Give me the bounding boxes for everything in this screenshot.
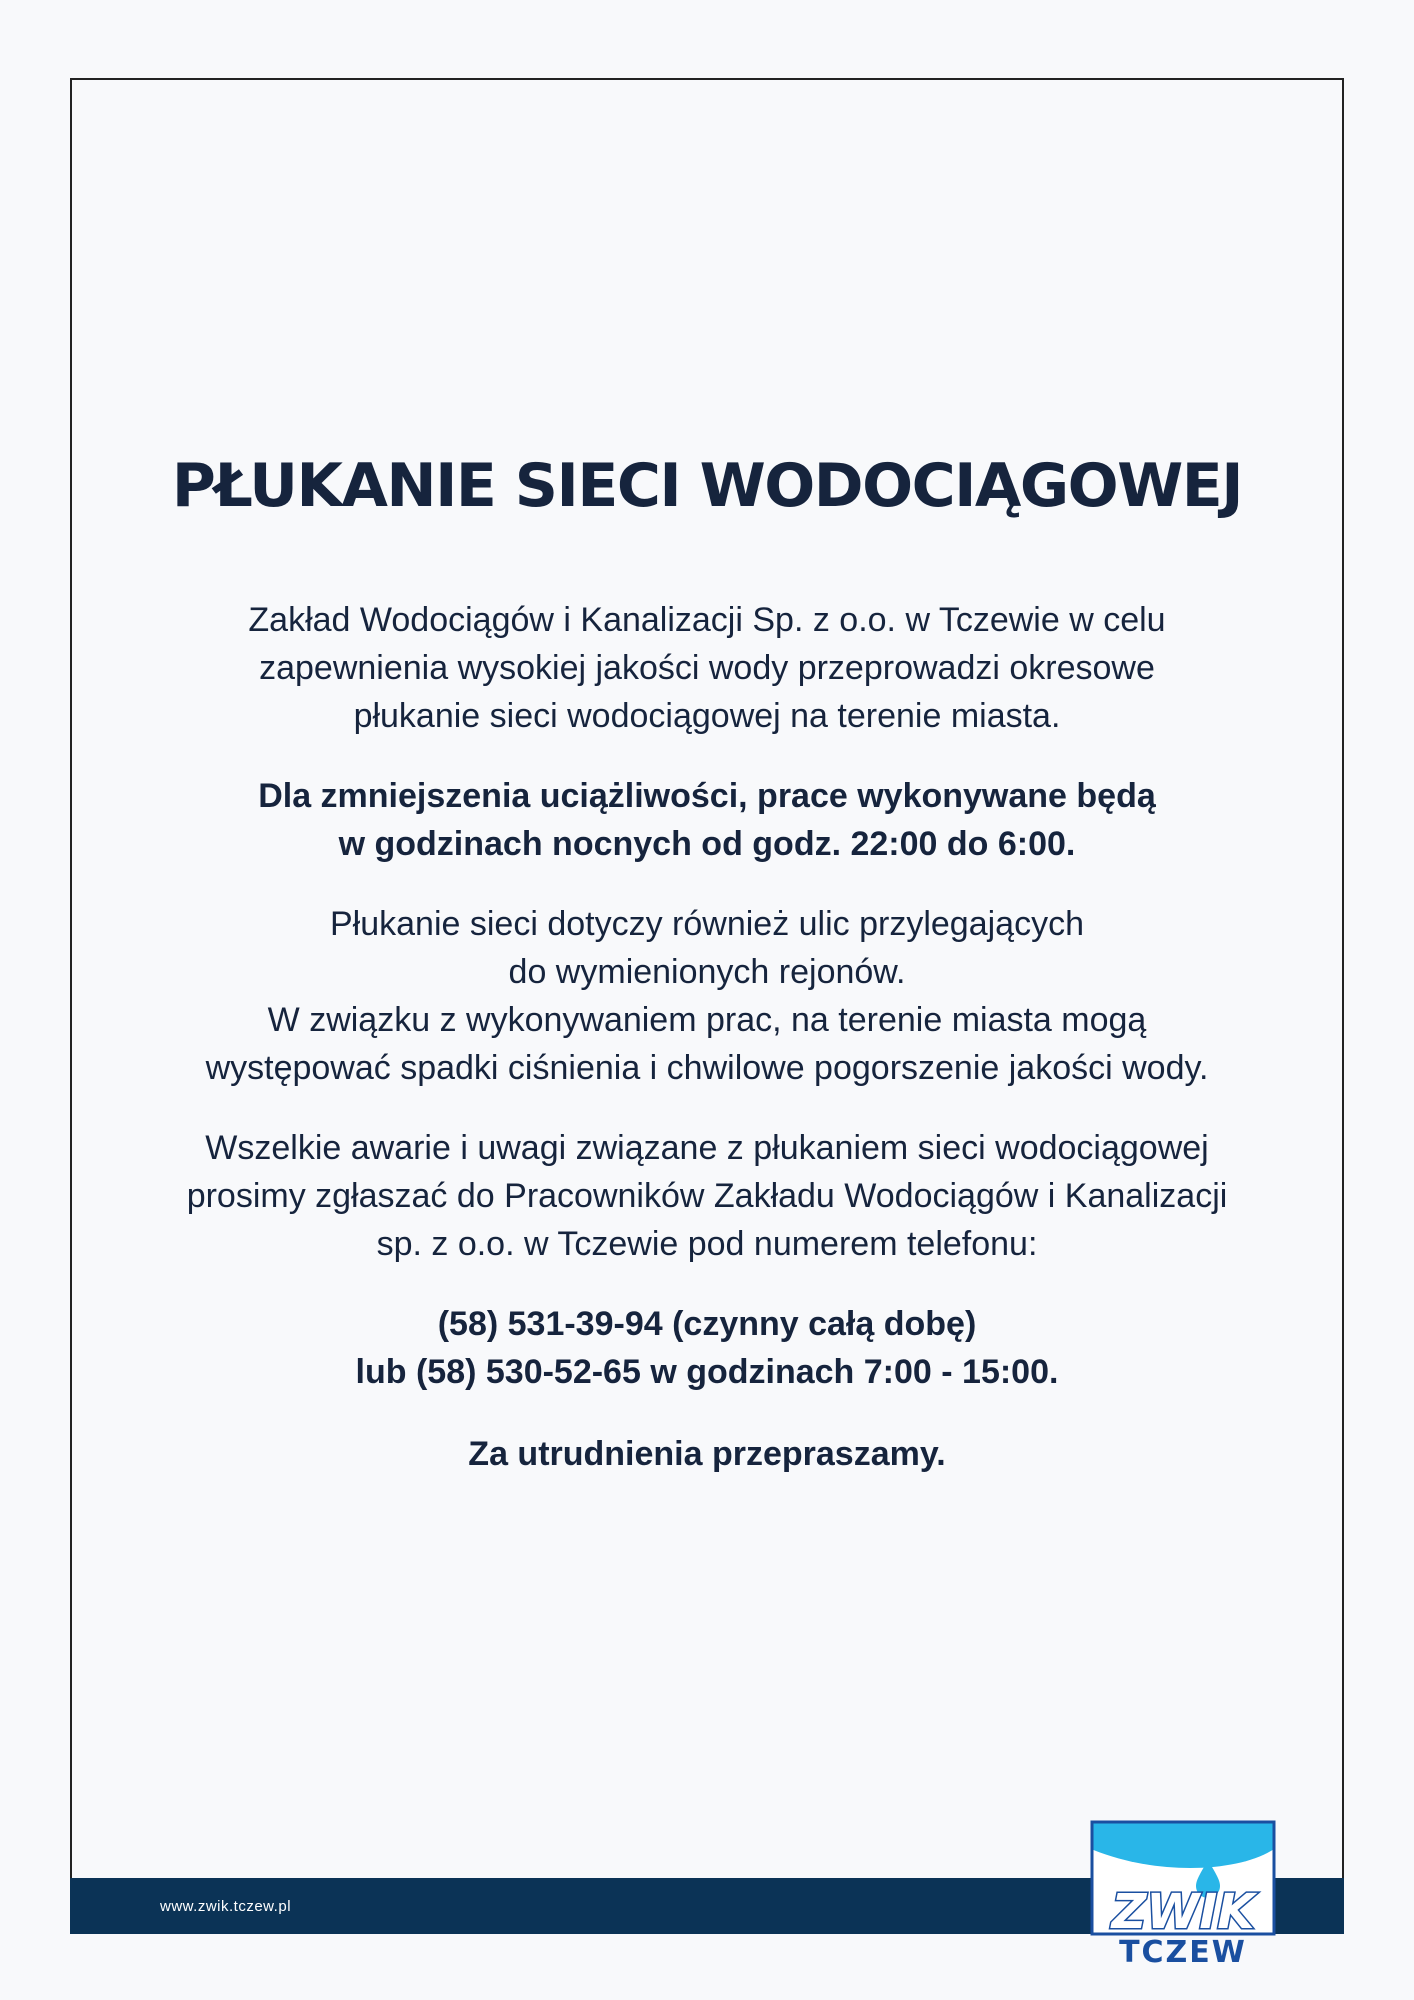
phones-paragraph — [72, 1300, 1342, 1396]
info-line: Płukanie sieci dotyczy również ulic przylegających — [330, 905, 1084, 943]
contact-paragraph — [72, 1124, 1342, 1268]
intro-line: zapewnienia wysokiej jakości wody przeprowadzi okresowe — [259, 649, 1155, 687]
hours-line: w godzinach nocnych od godz. 22:00 do 6:00. — [338, 825, 1076, 863]
intro-line: płukanie sieci wodociągowej na terenie miasta. — [353, 697, 1061, 735]
contact-line: Wszelkie awarie i uwagi związane z płukaniem sieci wodociągowej — [205, 1129, 1209, 1167]
contact-line: sp. z o.o. w Tczewie pod numerem telefonu: — [376, 1225, 1038, 1263]
info-line: występować spadki ciśnienia i chwilowe pogorszenie jakości wody. — [205, 1049, 1209, 1087]
phone-line: lub (58) 530-52-65 w godzinach 7:00 - 15:00. — [355, 1353, 1059, 1391]
logo-name: ZWIK — [1111, 1884, 1255, 1940]
zwik-logo-graphic — [1088, 1820, 1278, 1970]
info-line: W związku z wykonywaniem prac, na terenie miasta mogą — [267, 1001, 1147, 1039]
intro-paragraph — [72, 596, 1342, 740]
hours-paragraph — [72, 772, 1342, 868]
apology-text: Za utrudnienia przepraszamy. — [468, 1435, 946, 1473]
zwik-logo — [1088, 1820, 1278, 1970]
contact-line: prosimy zgłaszać do Pracowników Zakładu Wodociągów i Kanalizacji — [186, 1177, 1228, 1215]
page-title: PŁUKANIE SIECI WODOCIĄGOWEJ — [171, 451, 1243, 521]
phone-line: (58) 531-39-94 (czynny całą dobę) — [437, 1305, 977, 1343]
logo-city: TCZEW — [1119, 1935, 1247, 1970]
info-line: do wymienionych rejonów. — [508, 953, 906, 991]
info-paragraph — [72, 900, 1342, 1092]
intro-line: Zakład Wodociągów i Kanalizacji Sp. z o.o. w Tczewie w celu — [248, 601, 1166, 639]
footer-url-link[interactable]: www.zwik.tczew.pl — [160, 1898, 292, 1915]
hours-line: Dla zmniejszenia uciążliwości, prace wykonywane będą — [258, 777, 1156, 815]
